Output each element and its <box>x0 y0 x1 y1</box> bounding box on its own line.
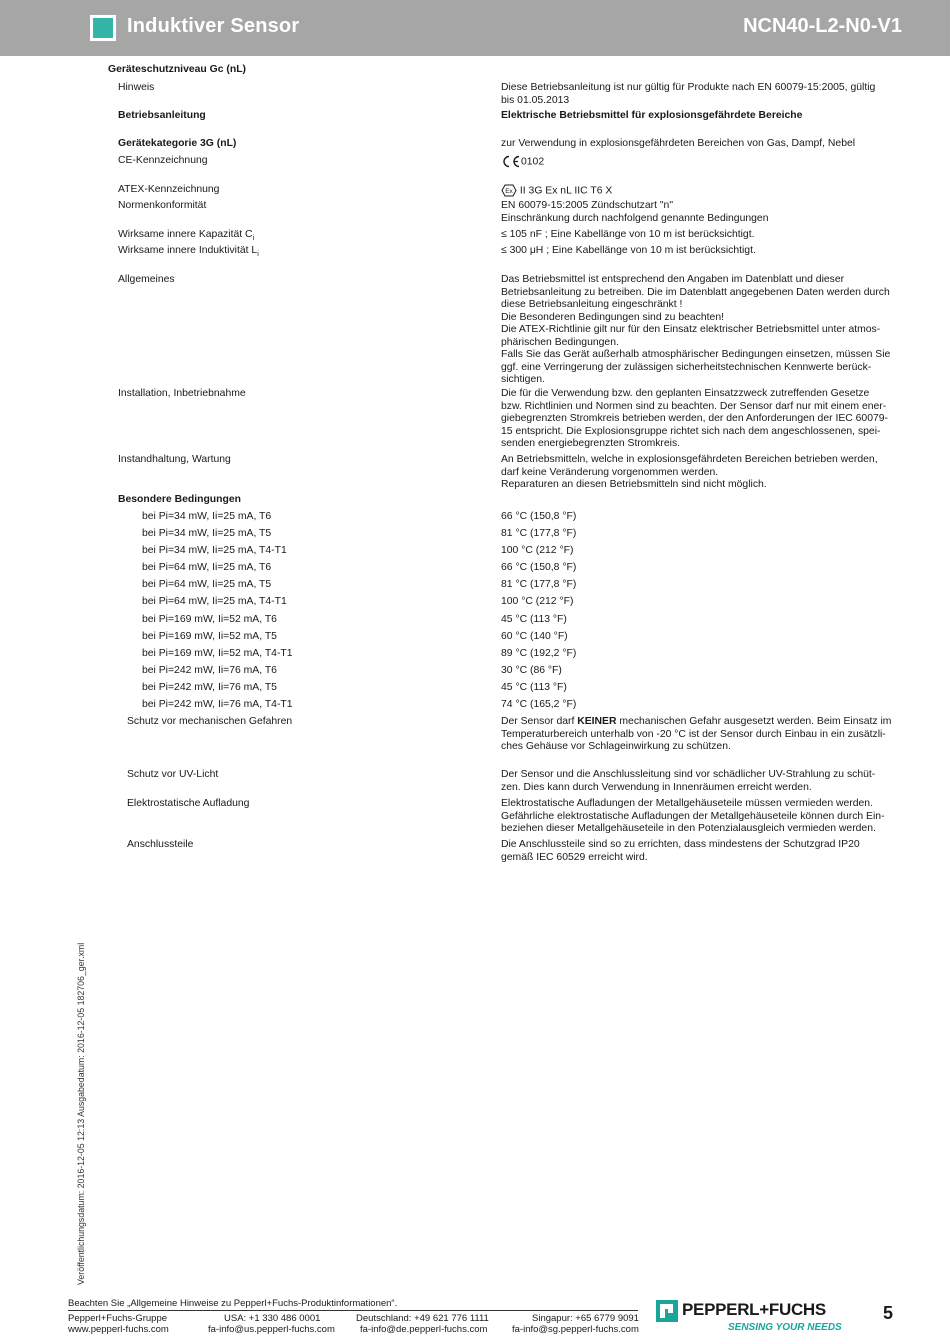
row-label: Hinweis <box>118 82 155 93</box>
row-label: Schutz vor UV-Licht <box>127 769 219 780</box>
row-value: Der Sensor darf KEINER mechanischen Gefahr ausgesetzt werden. Beim Einsatz im Temperaturbereich unterhalb von -20 °C ist der Sensor durch Einbau in ein zusätzli- ches Gehäuse vor Schlageinwirkung zu schützen. <box>501 716 892 752</box>
ex-hexagon-icon <box>501 184 517 197</box>
page-header <box>0 0 950 56</box>
row-label: Normenkonformität <box>118 200 207 211</box>
condition-value: 30 °C (86 °F) <box>501 665 562 676</box>
publication-info-vertical: Veröffentlichungsdatum: 2016-12-05 12:13 Ausgabedatum: 2016-12-05 182706_ger.xml <box>76 942 86 1285</box>
row-label: Schutz vor mechanischen Gefahren <box>127 716 293 727</box>
condition-label: bei Pi=64 mW, Ii=25 mA, T4-T1 <box>142 596 287 607</box>
row-value: Die für die Verwendung bzw. den geplanten Einsatzzweck zutreffenden Gesetze bzw. Richtlinien und Normen sind zu beachten. Der Sensor darf nur mit einem ener- giebegrenzten Stromkreis betrieben werden, der den Anforderungen der IEC 60079- 15 entspricht. Die Explosionsgruppe richtet sich nach dem angeschlossenen, spei- senden energiebegrenzten Stromkreis. <box>501 388 889 449</box>
row-value: Elektrostatische Aufladungen der Metallgehäuseteile müssen vermieden werden. Gefährliche elektrostatische Aufladungen der Metallgehäuseteile können durch Ein- beziehen dieser Metallgehäuseteile in den Potenzialausgleich vermieden werden. <box>501 798 885 834</box>
model-number: NCN40-L2-N0-V1 <box>743 15 902 37</box>
email-link-germany[interactable]: fa-info@de.pepperl-fuchs.com <box>360 1324 488 1335</box>
footer-note: Beachten Sie „Allgemeine Hinweise zu Pepperl+Fuchs-Produktinformationen“. <box>68 1298 398 1309</box>
page-number: 5 <box>883 1303 894 1323</box>
brand-tagline: SENSING YOUR NEEDS <box>728 1322 842 1333</box>
condition-label: bei Pi=169 mW, Ii=52 mA, T4-T1 <box>142 648 293 659</box>
row-label: Anschlussteile <box>127 839 194 850</box>
row-value: An Betriebsmitteln, welche in explosionsgefährdeten Bereichen betrieben werden, darf keine Veränderung vorgenommen werden. Reparaturen an diesen Betriebsmitteln sind nicht möglich. <box>501 454 878 490</box>
row-label: Wirksame innere Kapazität $C_i$ <box>118 229 255 243</box>
email-link-usa[interactable]: fa-info@us.pepperl-fuchs.com <box>208 1324 335 1335</box>
condition-label: bei Pi=64 mW, Ii=25 mA, T5 <box>142 579 272 590</box>
website-link[interactable]: www.pepperl-fuchs.com <box>68 1324 169 1335</box>
condition-label: bei Pi=242 mW, Ii=76 mA, T6 <box>142 665 277 676</box>
row-label: Wirksame innere Induktivität $L_i$ <box>118 245 259 259</box>
condition-value: 100 °C (212 °F) <box>501 596 574 607</box>
row-value: Die Anschlussteile sind so zu errichten, dass mindestens der Schutzgrad IP20 gemäß IEC 60529 erreicht wird. <box>501 839 860 863</box>
row-value: 0102 <box>501 155 893 169</box>
svg-text:Ex: Ex <box>505 188 513 195</box>
condition-label: bei Pi=64 mW, Ii=25 mA, T6 <box>142 562 272 573</box>
row-value: Elektrische Betriebsmittel für explosionsgefährdete Bereiche <box>501 110 803 121</box>
row-value: Das Betriebsmittel ist entsprechend den Angaben im Datenblatt und dieser Betriebsanleitung zu betreiben. Die im Datenblatt angegebenen Daten werden durch diese Betriebsanleitung eingeschränkt ! Die Besonderen Bedingungen sind zu beachten! Die ATEX-Richtlinie gilt nur für den Einsatz elektrischer Betriebsmittel unter atmos- phärischen Bedingungen. Falls Sie das Gerät außerhalb atmosphärischer Bedingungen einsetzen, müssen Sie ggf. eine Verringerung der zulässigen sicherheitstechnischen Kennwerte berück- sichtigen. <box>501 274 891 385</box>
condition-value: 89 °C (192,2 °F) <box>501 648 577 659</box>
row-value: ≤ 300 μH ; Eine Kabellänge von 10 m ist berücksichtigt. <box>501 245 756 256</box>
email-link-singapore[interactable]: fa-info@sg.pepperl-fuchs.com <box>512 1324 639 1335</box>
row-label: Gerätekategorie 3G (nL) <box>118 138 237 149</box>
condition-value: 100 °C (212 °F) <box>501 545 574 556</box>
row-label: Allgemeines <box>118 274 175 285</box>
row-value: Der Sensor und die Anschlussleitung sind vor schädlicher UV-Strahlung zu schüt- zen. Dies kann durch Verwendung in Innenräumen erreicht werden. <box>501 769 876 793</box>
row-label: Besondere Bedingungen <box>118 494 241 505</box>
condition-value: 81 °C (177,8 °F) <box>501 579 577 590</box>
row-label: Installation, Inbetriebnahme <box>118 388 246 399</box>
row-label: CE-Kennzeichnung <box>118 155 208 166</box>
row-value: Ex II 3G Ex nL IIC T6 X <box>501 184 893 198</box>
condition-value: 81 °C (177,8 °F) <box>501 528 577 539</box>
condition-label: bei Pi=34 mW, Ii=25 mA, T5 <box>142 528 272 539</box>
condition-label: bei Pi=34 mW, Ii=25 mA, T6 <box>142 511 272 522</box>
condition-label: bei Pi=34 mW, Ii=25 mA, T4-T1 <box>142 545 287 556</box>
row-label: Betriebsanleitung <box>118 110 206 121</box>
row-value: Diese Betriebsanleitung ist nur gültig für Produkte nach EN 60079-15:2005, gültig bis 01.05.2013 <box>501 82 876 106</box>
condition-label: bei Pi=169 mW, Ii=52 mA, T5 <box>142 631 277 642</box>
footer-divider <box>68 1310 638 1311</box>
ce-mark-icon <box>501 155 521 168</box>
row-label: Elektrostatische Aufladung <box>127 798 250 809</box>
row-value: EN 60079-15:2005 Zündschutzart "n" Einschränkung durch nachfolgend genannte Bedingungen <box>501 200 769 224</box>
footer-contact-singapore: Singapur: +65 6779 9091 fa-info@sg.pepperl-fuchs.com <box>512 1313 639 1335</box>
row-label: Instandhaltung, Wartung <box>118 454 231 465</box>
row-value: zur Verwendung in explosionsgefährdeten Bereichen von Gas, Dampf, Nebel <box>501 138 856 149</box>
condition-value: 60 °C (140 °F) <box>501 631 568 642</box>
condition-label: bei Pi=242 mW, Ii=76 mA, T5 <box>142 682 277 693</box>
footer-contact-group: Pepperl+Fuchs-Gruppe www.pepperl-fuchs.com <box>68 1313 169 1335</box>
condition-value: 66 °C (150,8 °F) <box>501 511 577 522</box>
row-label: ATEX-Kennzeichnung <box>118 184 220 195</box>
document-title: Induktiver Sensor <box>127 15 300 37</box>
condition-value: 45 °C (113 °F) <box>501 614 567 625</box>
pepperl-fuchs-logo-icon <box>656 1300 678 1322</box>
header-logo-square-icon <box>90 15 116 41</box>
condition-value: 45 °C (113 °F) <box>501 682 567 693</box>
footer-contact-germany: Deutschland: +49 621 776 1111 fa-info@de.pepperl-fuchs.com <box>356 1313 489 1335</box>
brand-name: PEPPERL+FUCHS <box>682 1300 826 1319</box>
row-value: ≤ 105 nF ; Eine Kabellänge von 10 m ist berücksichtigt. <box>501 229 755 240</box>
footer-contact-usa: USA: +1 330 486 0001 fa-info@us.pepperl-fuchs.com <box>208 1313 335 1335</box>
condition-label: bei Pi=169 mW, Ii=52 mA, T6 <box>142 614 277 625</box>
brand-logo <box>656 1300 846 1334</box>
section-title: Geräteschutzniveau Gc (nL) <box>108 64 246 75</box>
condition-label: bei Pi=242 mW, Ii=76 mA, T4-T1 <box>142 699 293 710</box>
condition-value: 74 °C (165,2 °F) <box>501 699 577 710</box>
condition-value: 66 °C (150,8 °F) <box>501 562 577 573</box>
